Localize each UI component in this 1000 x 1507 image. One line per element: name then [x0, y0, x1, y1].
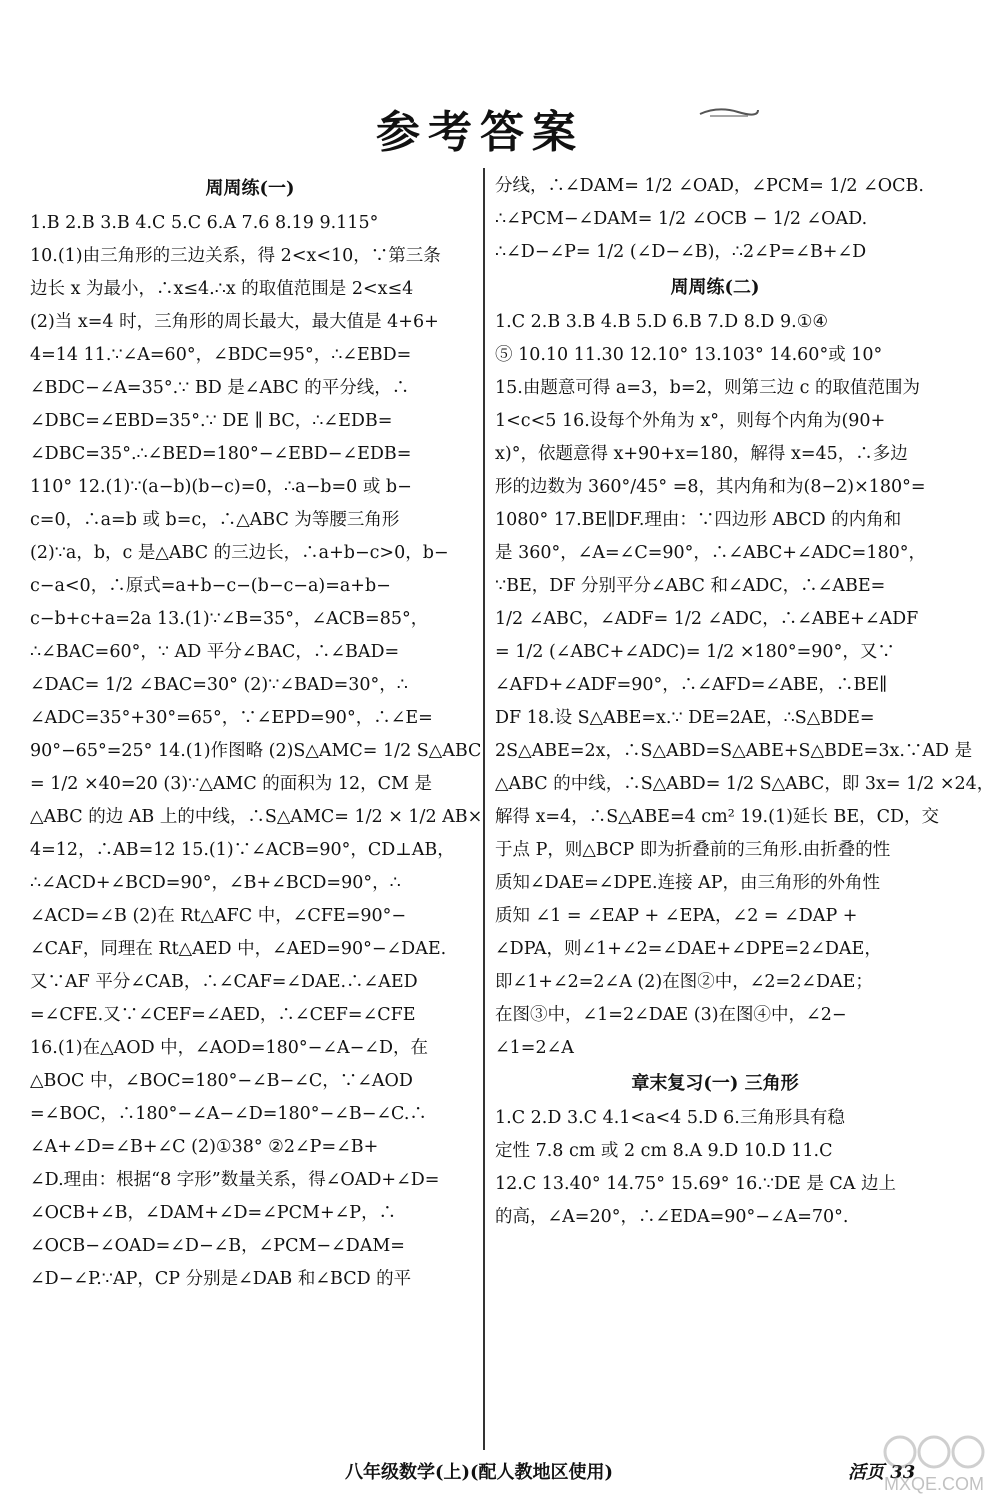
- answer-line: 1080° 17.BE∥DF.理由：∵四边形 ABCD 的内角和: [495, 510, 902, 530]
- answer-line: = 1/2 (∠ABC+∠ADC)= 1/2 ×180°=90°，又∵: [495, 642, 895, 662]
- answer-line: 解得 x=4，∴S△ABE=4 cm² 19.(1)延长 BE，CD，交: [495, 807, 940, 827]
- answer-line: 的高，∠A=20°，∴∠EDA=90°−∠A=70°.: [495, 1207, 849, 1227]
- answer-line: ∠D−∠P.∵AP，CP 分别是∠DAB 和∠BCD 的平: [30, 1269, 412, 1289]
- answer-line: ∠1=2∠A: [495, 1038, 574, 1058]
- answer-line: ∠DBC=35°.∴∠BED=180°−∠EBD−∠EDB=: [30, 444, 412, 464]
- answer-line: ⑤ 10.10 11.30 12.10° 13.103° 14.60°或 10°: [495, 345, 883, 365]
- section-heading-weekly-2: 周周练(二): [670, 277, 760, 298]
- answer-line: ∠DAC= 1/2 ∠BAC=30° (2)∵∠BAD=30°，∴: [30, 675, 408, 695]
- ink-smudge-decoration: [698, 100, 760, 120]
- answer-line: △BOC 中，∠BOC=180°−∠B−∠C，∵∠AOD: [30, 1071, 413, 1091]
- answer-line: ∠ADC=35°+30°=65°，∵∠EPD=90°，∴∠E=: [30, 708, 433, 728]
- answer-line: 12.C 13.40° 14.75° 15.69° 16.∵DE 是 CA 边上: [495, 1174, 897, 1194]
- answer-line: 16.(1)在△AOD 中，∠AOD=180°−∠A−∠D，在: [30, 1038, 428, 1058]
- answer-line: ∠OCB−∠OAD=∠D−∠B，∠PCM−∠DAM=: [30, 1236, 405, 1256]
- answer-line: ∴∠PCM−∠DAM= 1/2 ∠OCB − 1/2 ∠OAD.: [495, 209, 868, 229]
- watermark-logo: [878, 1430, 990, 1500]
- answer-line: ∴∠D−∠P= 1/2 (∠D−∠B)，∴2∠P=∠B+∠D: [495, 242, 867, 262]
- answer-line: 1<c<5 16.设每个外角为 x°，则每个内角为(90+: [495, 411, 886, 431]
- answer-line: (2)∵a，b，c 是△ABC 的三边长，∴a+b−c>0，b−: [30, 543, 449, 563]
- answer-line: 4=12，∴AB=12 15.(1)∵∠ACB=90°，CD⊥AB，: [30, 840, 455, 860]
- answer-line: c−a<0，∴原式=a+b−c−(b−c−a)=a+b−: [30, 576, 391, 596]
- answer-line: ∠OCB+∠B，∠DAM+∠D=∠PCM+∠P，∴: [30, 1203, 397, 1223]
- answer-line: △ABC 的边 AB 上的中线，∴S△AMC= 1/2 × 1/2 AB×: [30, 807, 483, 827]
- answer-line: 1/2 ∠ABC，∠ADF= 1/2 ∠ADC，∴∠ABE+∠ADF: [495, 609, 919, 629]
- page-title: 参考答案: [376, 107, 584, 158]
- answer-line: =∠BOC，∴180°−∠A−∠D=180°−∠B−∠C.∴: [30, 1104, 427, 1124]
- page-footer: [0, 1458, 1000, 1488]
- answer-line: 90°−65°=25° 14.(1)作图略 (2)S△AMC= 1/2 S△ABC: [30, 741, 482, 761]
- answer-line: ∠CAF，同理在 Rt△AED 中，∠AED=90°−∠DAE.: [30, 939, 447, 959]
- answer-line: ∠DPA，则∠1+∠2=∠DAE+∠DPE=2∠DAE，: [495, 939, 882, 959]
- answer-line: = 1/2 ×40=20 (3)∵△AMC 的面积为 12，CM 是: [30, 774, 432, 794]
- answer-line: 定性 7.8 cm 或 2 cm 8.A 9.D 10.D 11.C: [495, 1141, 833, 1161]
- answer-line: c=0，∴a=b 或 b=c，∴△ABC 为等腰三角形: [30, 510, 400, 530]
- answer-line: ∠DBC=∠EBD=35°.∵ DE ∥ BC，∴∠EDB=: [30, 411, 393, 431]
- answer-line: △ABC 的中线，∴S△ABD= 1/2 S△ABC，即 3x= 1/2 ×24，: [495, 774, 995, 794]
- answer-line: ∠ACD=∠B (2)在 Rt△AFC 中，∠CFE=90°−: [30, 906, 407, 926]
- answer-line: (2)当 x=4 时，三角形的周长最大，最大值是 4+6+: [30, 312, 439, 332]
- answer-line: 在图③中，∠1=2∠DAE (3)在图④中，∠2−: [495, 1005, 847, 1025]
- answer-line: 质知 ∠1 = ∠EAP + ∠EPA，∠2 = ∠DAP +: [495, 906, 858, 926]
- left-column: [30, 170, 483, 1296]
- answer-line: 分线，∴∠DAM= 1/2 ∠OAD，∠PCM= 1/2 ∠OCB.: [495, 176, 924, 196]
- answer-line: ∠D.理由：根据“8 字形”数量关系，得∠OAD+∠D=: [30, 1170, 440, 1190]
- section-heading-weekly-1: 周周练(一): [205, 178, 295, 199]
- answer-line: c−b+c+a=2a 13.(1)∵∠B=35°，∠ACB=85°，: [30, 609, 429, 629]
- answer-line: 即∠1+∠2=2∠A (2)在图②中，∠2=2∠DAE；: [495, 972, 873, 992]
- answer-line: 形的边数为 360°/45° =8，其内角和为(8−2)×180°=: [495, 477, 926, 497]
- footer-page-number: 活页 33: [848, 1462, 916, 1483]
- answer-line: 10.(1)由三角形的三边关系，得 2<x<10，∵第三条: [30, 246, 441, 266]
- right-column: [495, 170, 995, 1234]
- answer-line: =∠CFE.又∵∠CEF=∠AED，∴∠CEF=∠CFE: [30, 1005, 416, 1025]
- watermark-logo-text: MXQE.COM: [883, 1474, 985, 1494]
- answer-line: ∠AFD+∠ADF=90°，∴∠AFD=∠ABE，∴BE∥: [495, 675, 888, 695]
- answer-line: 1.C 2.B 3.B 4.B 5.D 6.B 7.D 8.D 9.①④: [495, 312, 829, 332]
- section-heading-chapter-review-1: 章末复习(一) 三角形: [631, 1073, 799, 1094]
- answer-line: 110° 12.(1)∵(a−b)(b−c)=0，∴a−b=0 或 b−: [30, 477, 412, 497]
- answer-line: 是 360°，∠A=∠C=90°，∴∠ABC+∠ADC=180°，: [495, 543, 926, 563]
- answer-line: ∴∠ACD+∠BCD=90°，∠B+∠BCD=90°，∴: [30, 873, 401, 893]
- answer-line: 边长 x 为最小，∴x≤4.∴x 的取值范围是 2<x≤4: [30, 279, 414, 299]
- answer-line: x)°，依题意得 x+90+x=180，解得 x=45，∴多边: [495, 444, 908, 464]
- answer-line: 1.C 2.D 3.C 4.1<a<4 5.D 6.三角形具有稳: [495, 1108, 845, 1128]
- answer-line: 又∵AF 平分∠CAB，∴∠CAF=∠DAE.∴∠AED: [30, 972, 418, 992]
- column-divider: [483, 168, 485, 1450]
- answer-line: 质知∠DAE=∠DPE.连接 AP，由三角形的外角性: [495, 873, 881, 893]
- answer-line: ∠A+∠D=∠B+∠C (2)①38° ②2∠P=∠B+: [30, 1137, 379, 1157]
- answer-line: ∴∠BAC=60°，∵ AD 平分∠BAC，∴∠BAD=: [30, 642, 400, 662]
- answer-line: 于点 P，则△BCP 即为折叠前的三角形.由折叠的性: [495, 840, 891, 860]
- answer-line: 2S△ABE=2x，∴S△ABD=S△ABE+S△BDE=3x.∵AD 是: [495, 741, 973, 761]
- answer-line: ∠BDC−∠A=35°.∵ BD 是∠ABC 的平分线，∴: [30, 378, 410, 398]
- answer-line: 4=14 11.∵∠A=60°，∠BDC=95°，∴∠EBD=: [30, 345, 412, 365]
- answer-line: DF 18.设 S△ABE=x.∵ DE=2AE，∴S△BDE=: [495, 708, 875, 728]
- answer-line: 1.B 2.B 3.B 4.C 5.C 6.A 7.6 8.19 9.115°: [30, 213, 379, 233]
- answer-line: ∵BE，DF 分别平分∠ABC 和∠ADC，∴∠ABE=: [495, 576, 886, 596]
- answer-line: 15.由题意可得 a=3，b=2，则第三边 c 的取值范围为: [495, 378, 921, 398]
- footer-book-title: 八年级数学(上)(配人教地区使用): [345, 1462, 614, 1483]
